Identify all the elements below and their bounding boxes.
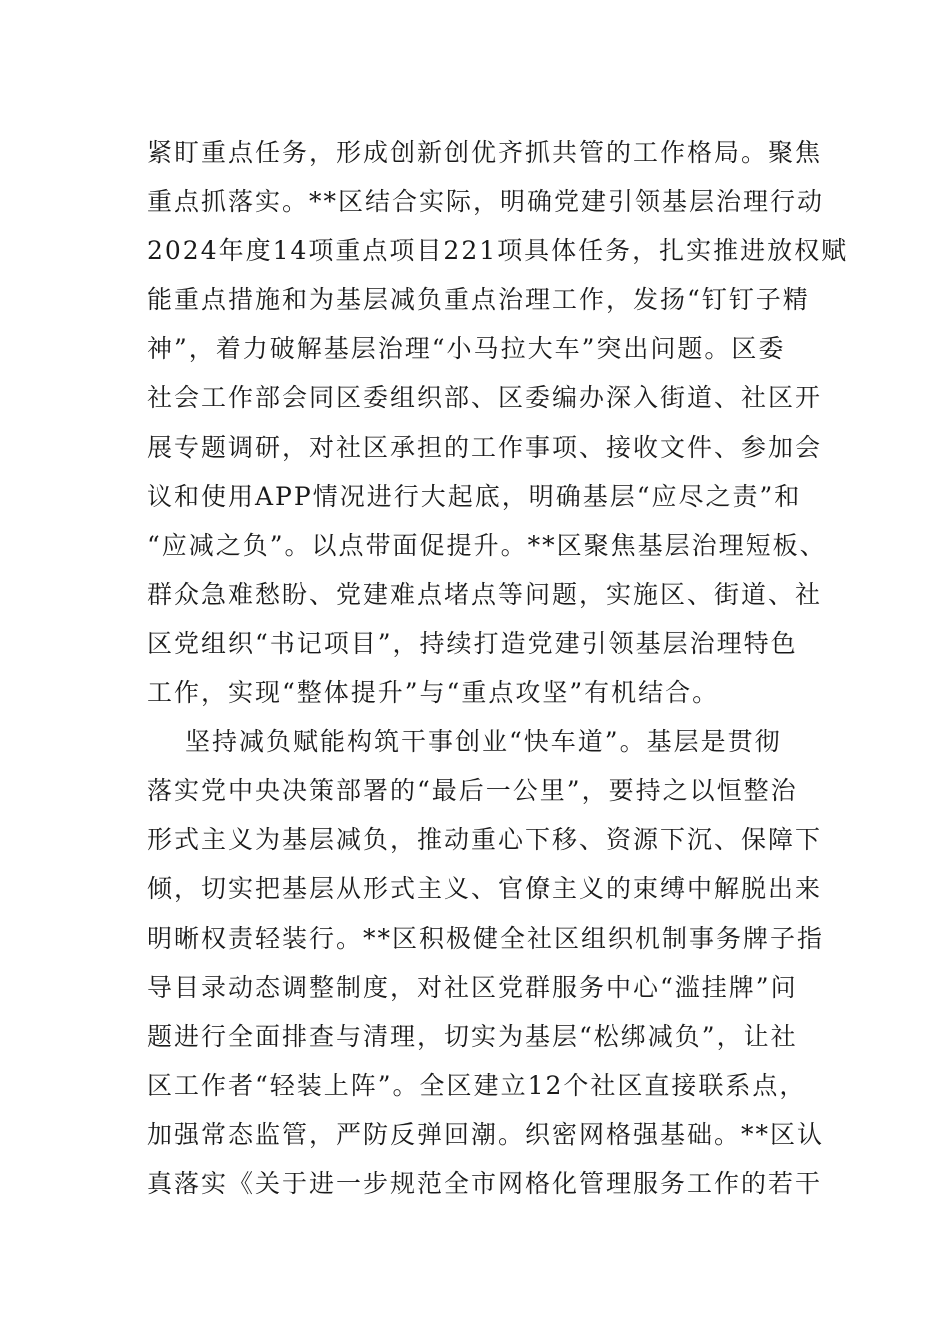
text-line: 落实党中央决策部署的“最后一公里”，要持之以恒整治 [147,776,798,806]
text-line: 社会工作部会同区委组织部、区委编办深入街道、社区开 [147,383,823,413]
text-line: 展专题调研，对社区承担的工作事项、接收文件、参加会 [147,432,823,462]
text-line: 加强常态监管，严防反弹回潮。织密网格强基础。**区认 [147,1119,825,1149]
text-line: 神”，着力破解基层治理“小马拉大车”突出问题。区委 [147,334,786,364]
text-line: 题进行全面排查与清理，切实为基层“松绑减负”，让社 [147,1021,798,1051]
text-line: 区工作者“轻装上阵”。全区建立12个社区直接联系点， [147,1070,807,1100]
paragraph-1 [147,128,849,717]
paragraph-2 [147,717,825,1208]
text-line: “应减之负”。以点带面促提升。**区聚焦基层治理短板、 [147,530,827,560]
document-body [147,128,849,1208]
text-line: 紧盯重点任务，形成创新创优齐抓共管的工作格局。聚焦 [147,138,823,167]
text-line: 工作，实现“整体提升”与“重点攻坚”有机结合。 [147,678,720,708]
text-line: 形式主义为基层减负，推动重心下移、资源下沉、保障下 [147,825,823,855]
text-line: 重点抓落实。**区结合实际，明确党建引领基层治理行动 [147,187,825,217]
text-line: 能重点措施和为基层减负重点治理工作，发扬“钉钉子精 [147,285,810,315]
text-line: 2024年度14项重点项目221项具体任务，扎实推进放权赋 [147,236,849,266]
text-line: 群众急难愁盼、党建难点堵点等问题，实施区、街道、社 [147,579,823,609]
text-line: 倾，切实把基层从形式主义、官僚主义的束缚中解脱出来 [147,874,823,904]
text-line: 明晰权责轻装行。**区积极健全社区组织机制事务牌子指 [147,923,825,953]
text-line: 导目录动态调整制度，对社区党群服务中心“滥挂牌”问 [147,972,798,1002]
text-line: 议和使用APP情况进行大起底，明确基层“应尽之责”和 [147,481,802,511]
text-line: 真落实《关于进一步规范全市网格化管理服务工作的若干 [147,1168,823,1198]
text-line: 坚持减负赋能构筑干事创业“快车道”。基层是贯彻 [185,727,782,757]
text-line: 区党组织“书记项目”，持续打造党建引领基层治理特色 [147,628,798,658]
